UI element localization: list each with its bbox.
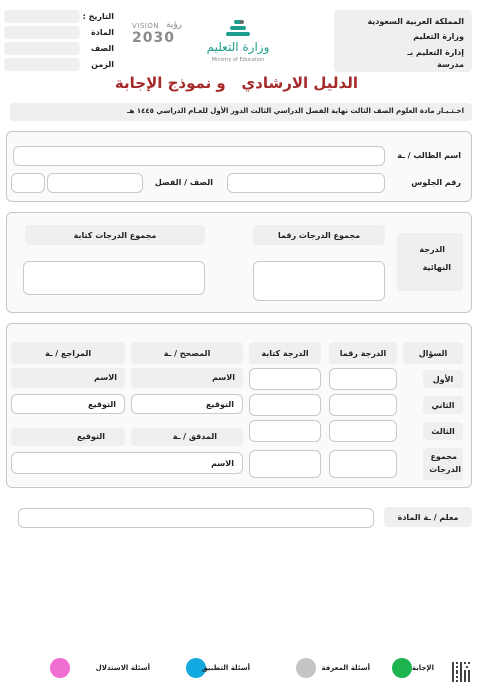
vision-2030-logo bbox=[130, 22, 196, 48]
marks-table-section bbox=[6, 323, 472, 488]
total-digits-label: مجموع الدرجات رقما bbox=[277, 230, 361, 240]
ministry-logo-icon bbox=[200, 18, 276, 40]
student-name-input[interactable] bbox=[13, 146, 385, 166]
legend-label-reasoning: أسئلة الاستدلال bbox=[95, 664, 150, 672]
time-label: الزمن bbox=[91, 60, 114, 69]
row2-words-input[interactable] bbox=[249, 394, 321, 416]
date-label: التاريخ : bbox=[82, 12, 114, 21]
row-label-first: الأول bbox=[423, 370, 463, 388]
col-corrector-header: المصحح / ـة bbox=[131, 342, 243, 364]
reviewer-name-label: الاسم bbox=[94, 373, 117, 382]
corrector-name-field[interactable] bbox=[131, 368, 243, 388]
kingdom-text: المملكة العربية السعودية bbox=[367, 17, 464, 26]
auditor-label-box bbox=[131, 428, 243, 446]
class-label: الصف bbox=[90, 44, 114, 53]
row1-words-input[interactable] bbox=[249, 368, 321, 390]
class-input[interactable] bbox=[47, 173, 143, 193]
row1-digits-input[interactable] bbox=[329, 368, 397, 390]
auditor-signature-label: التوقيع bbox=[77, 432, 105, 441]
date-field[interactable] bbox=[4, 10, 80, 23]
class-section-label: الصف / الفصل bbox=[154, 178, 213, 187]
auditor-label: المدقق / ـة bbox=[172, 432, 217, 441]
col-reviewer-header: المراجع / ـة bbox=[11, 342, 125, 364]
exam-meta-box bbox=[4, 10, 116, 72]
total-words-cell[interactable] bbox=[249, 450, 321, 478]
auditor-signature-box bbox=[11, 428, 125, 446]
seat-number-label: رقم الجلوس bbox=[411, 178, 461, 187]
admin-text: إدارة التعليم بـ bbox=[407, 48, 464, 57]
legend-label-knowledge: أسئلة المعرفة bbox=[321, 664, 370, 672]
total-words-input[interactable] bbox=[23, 261, 205, 295]
vision-ar: رؤية bbox=[166, 20, 183, 30]
legend-dot-answer bbox=[392, 658, 412, 678]
school-text: مدرسة bbox=[437, 60, 464, 69]
reviewer-signature-label: التوقيع bbox=[88, 400, 116, 409]
row-label-third: الثالث bbox=[423, 422, 463, 440]
final-grade-label-box bbox=[397, 233, 463, 291]
total-digits-label-box bbox=[253, 225, 385, 245]
reviewer-signature-field[interactable] bbox=[11, 394, 125, 414]
auditor-name-field[interactable] bbox=[11, 452, 243, 474]
exam-subtitle-bar bbox=[10, 103, 472, 121]
legend-dot-knowledge bbox=[296, 658, 316, 678]
reviewer-name-field[interactable] bbox=[11, 368, 125, 388]
qr-code bbox=[452, 662, 472, 682]
section-input[interactable] bbox=[11, 173, 45, 193]
ministry-logo-en: Ministry of Education bbox=[211, 57, 265, 63]
row-label-second: الثاني bbox=[423, 396, 463, 414]
class-field[interactable] bbox=[4, 42, 80, 55]
school-info-box bbox=[334, 10, 472, 72]
legend-dot-reasoning bbox=[50, 658, 70, 678]
legend-label-application: أسئلة التطبيق bbox=[201, 664, 250, 672]
vision-en: VISION bbox=[132, 22, 160, 30]
teacher-label: معلم / ـة المادة bbox=[397, 512, 459, 522]
ministry-logo bbox=[200, 18, 276, 68]
teacher-name-input[interactable] bbox=[18, 508, 374, 528]
row-label-total: مجموع الدرجات bbox=[423, 448, 463, 480]
vision-year: 2030 bbox=[132, 30, 175, 46]
student-name-label: اسم الطالب / ـة bbox=[397, 151, 461, 160]
page-title: الدليل الارشادي و نموذج الإجابة bbox=[114, 74, 358, 92]
seat-number-input[interactable] bbox=[227, 173, 385, 193]
corrector-signature-label: التوقيع bbox=[206, 400, 234, 409]
ministry-text: وزارة التعليم bbox=[413, 32, 464, 41]
legend-label-answer: الإجابة bbox=[411, 664, 434, 672]
corrector-signature-field[interactable] bbox=[131, 394, 243, 414]
teacher-label-box bbox=[384, 507, 472, 527]
ministry-logo-ar: وزارة التعليم bbox=[206, 40, 270, 54]
total-words-label: مجموع الدرجات كتابة bbox=[73, 230, 157, 240]
col-words-header: الدرجة كتابة bbox=[249, 342, 321, 364]
col-question-header: السؤال bbox=[403, 342, 463, 364]
time-field[interactable] bbox=[4, 58, 80, 71]
exam-subtitle: اخـتـبـار مادة العلوم الصف الثالث نهاية الفصل الدراسي الثالث الدور الأول للعـام الدراسي ١٤٤٥ هـ bbox=[127, 107, 464, 115]
subject-field[interactable] bbox=[4, 26, 80, 39]
final-grade-label-2: النهائية bbox=[422, 263, 451, 272]
col-digits-header: الدرجة رقما bbox=[329, 342, 397, 364]
total-digits-cell[interactable] bbox=[329, 450, 397, 478]
corrector-name-label: الاسم bbox=[212, 373, 235, 382]
total-words-label-box bbox=[25, 225, 205, 245]
auditor-name-label: الاسم bbox=[211, 459, 234, 468]
grades-section bbox=[6, 212, 472, 313]
subject-label: المادة bbox=[91, 28, 114, 37]
row2-digits-input[interactable] bbox=[329, 394, 397, 416]
student-section bbox=[6, 131, 472, 202]
final-grade-label-1: الدرجة bbox=[419, 245, 445, 254]
total-digits-input[interactable] bbox=[253, 261, 385, 301]
row3-words-input[interactable] bbox=[249, 420, 321, 442]
row3-digits-input[interactable] bbox=[329, 420, 397, 442]
